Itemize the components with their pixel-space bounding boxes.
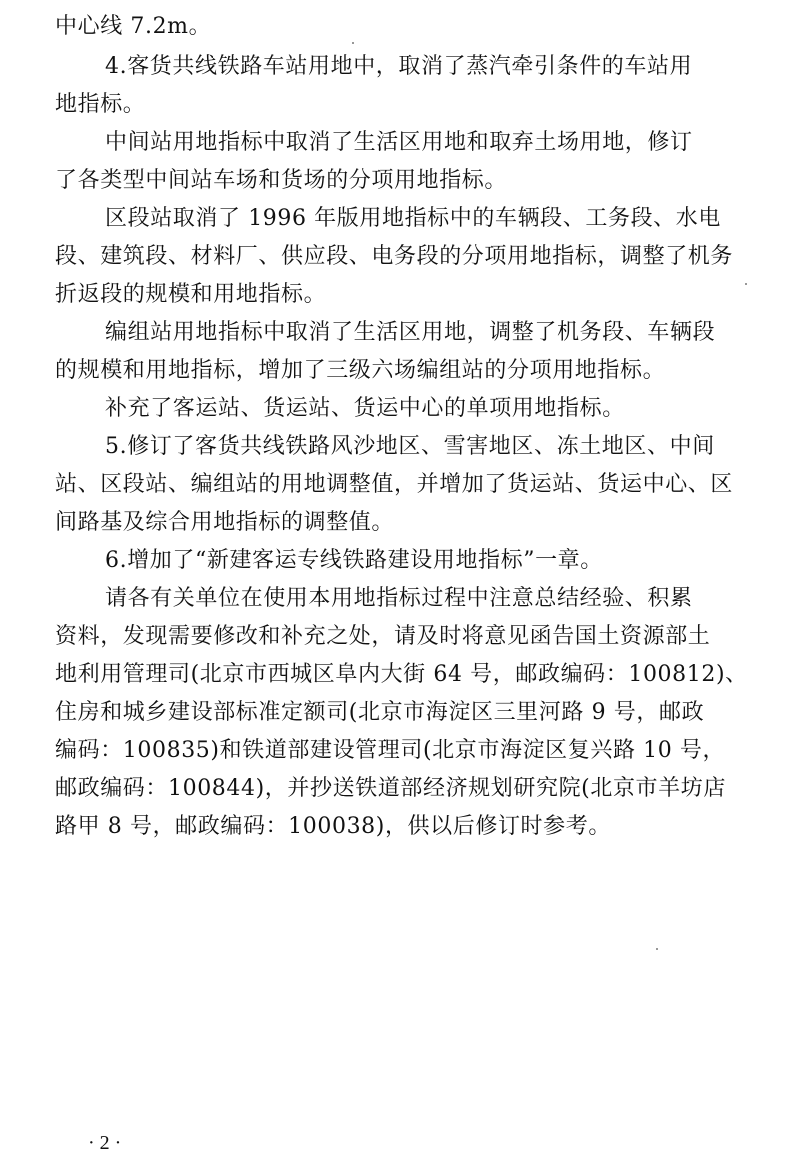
text-line-3: 地指标。: [55, 92, 146, 117]
text-line-7: 段、建筑段、材料厂、供应段、电务段的分项用地指标，调整了机务: [55, 244, 734, 269]
text-line-11: 补充了客运站、货运站、货运中心的单项用地指标。: [105, 396, 625, 421]
text-line-9: 编组站用地指标中取消了生活区用地，调整了机务段、车辆段: [105, 320, 716, 345]
text-line-21: 邮政编码：100844)，并抄送铁道部经济规划研究院(北京市羊坊店: [55, 776, 726, 801]
text-line-18: 地利用管理司(北京市西城区阜内大街 64 号，邮政编码：100812)、: [55, 662, 748, 687]
text-line-16: 请各有关单位在使用本用地指标过程中注意总结经验、积累: [105, 586, 693, 611]
text-line-22: 路甲 8 号，邮政编码：100038)，供以后修订时参考。: [55, 814, 611, 839]
text-line-15: 6.增加了“新建客运专线铁路建设用地指标”一章。: [105, 548, 603, 573]
page-number: · 2 ·: [88, 1132, 122, 1154]
text-line-13: 站、区段站、编组站的用地调整值，并增加了货运站、货运中心、区: [55, 472, 734, 497]
scan-speck: [656, 948, 658, 950]
text-line-12: 5.修订了客货共线铁路风沙地区、雪害地区、冻土地区、中间: [105, 434, 715, 459]
text-line-20: 编码：100835)和铁道部建设管理司(北京市海淀区复兴路 10 号，: [55, 738, 726, 763]
text-line-5: 了各类型中间站车场和货场的分项用地指标。: [55, 168, 508, 193]
text-line-14: 间路基及综合用地指标的调整值。: [55, 510, 395, 535]
scan-speck: [352, 42, 354, 44]
text-line-2: 4.客货共线铁路车站用地中，取消了蒸汽牵引条件的车站用: [105, 54, 693, 79]
scan-speck: [745, 283, 747, 285]
text-line-10: 的规模和用地指标，增加了三级六场编组站的分项用地指标。: [55, 358, 666, 383]
text-line-17: 资料，发现需要修改和补充之处，请及时将意见函告国土资源部土: [55, 624, 711, 649]
text-line-4: 中间站用地指标中取消了生活区用地和取弃土场用地，修订: [105, 130, 693, 155]
text-line-19: 住房和城乡建设部标准定额司(北京市海淀区三里河路 9 号，邮政: [55, 700, 705, 725]
text-line-1: 中心线 7.2m。: [55, 14, 212, 39]
text-line-6: 区段站取消了 1996 年版用地指标中的车辆段、工务段、水电: [105, 206, 721, 231]
text-line-8: 折返段的规模和用地指标。: [55, 282, 327, 307]
